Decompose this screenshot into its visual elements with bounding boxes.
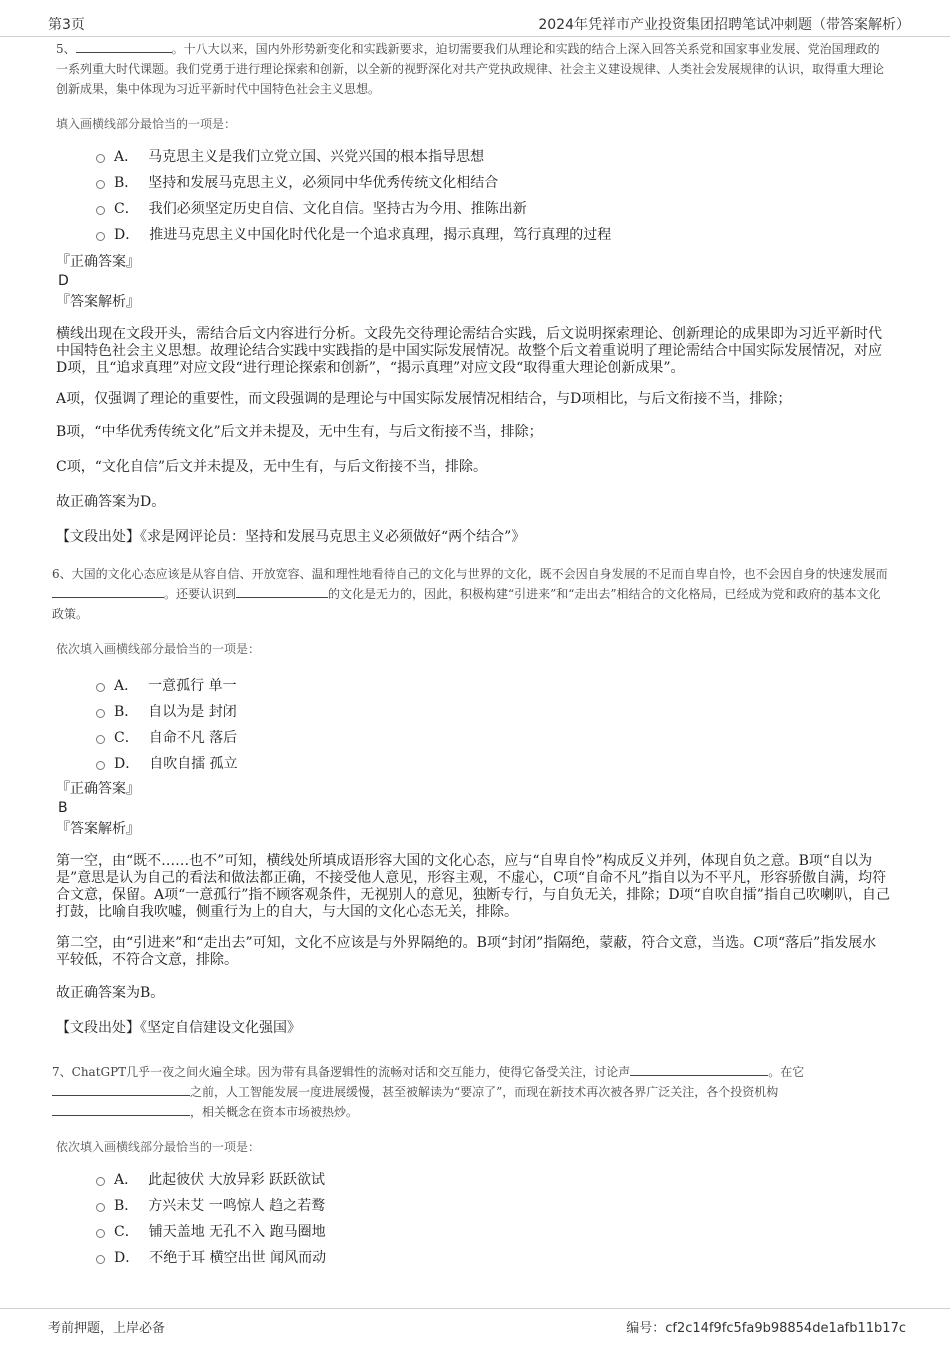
answer-conclusion: 故正确答案为B。 — [56, 985, 165, 1001]
question-5-number: 5、 — [56, 42, 76, 56]
document-code: 编号：cf2c14f9fc5fa9b98854de1afb11b17c — [626, 1321, 906, 1336]
radio-icon[interactable] — [96, 206, 105, 215]
analysis-paragraph: B项，“中华优秀传统文化”后文并未提及，无中生有，与后文衔接不当，排除； — [56, 424, 543, 440]
radio-icon[interactable] — [96, 232, 105, 241]
option-c[interactable]: C． 我们必须坚定历史自信、文化自信。坚持古为今用、推陈出新 — [96, 196, 890, 222]
option-d[interactable]: D． 自吹自擂 孤立 — [96, 751, 890, 777]
footer-slogan: 考前押题，上岸必备 — [48, 1321, 166, 1336]
option-b[interactable]: B． 方兴未艾 一鸣惊人 趋之若鹜 — [96, 1193, 890, 1219]
option-a[interactable]: A． 一意孤行 单一 — [96, 673, 890, 699]
option-c[interactable]: C． 铺天盖地 无孔不入 跑马圈地 — [96, 1219, 890, 1245]
correct-answer: B — [58, 800, 68, 816]
answer-blank — [52, 586, 164, 598]
radio-icon[interactable] — [96, 761, 105, 770]
radio-icon[interactable] — [96, 1177, 105, 1186]
document-title: 2024年凭祥市产业投资集团招聘笔试冲刺题（带答案解析） — [538, 17, 910, 33]
question-6-stem: 6、大国的文化心态应该是从容自信、开放宽容、温和理性地看待自己的文化与世界的文化，既不会因自身发展的不足而自卑自怜，也不会因自身的快速发展而。还要认识到 的文化是无力的，因此，积极构建“引进来”和“走出去”相结合的文化格局，已经成为党和政府的基本文化政策。 — [52, 567, 888, 621]
question-5-stem — [56, 39, 890, 99]
radio-icon[interactable] — [96, 1229, 105, 1238]
question-6-prompt: 依次填入画横线部分最恰当的一项是： — [56, 642, 261, 656]
answer-blank — [52, 1084, 190, 1096]
radio-icon[interactable] — [96, 1255, 105, 1264]
option-c[interactable]: C． 自命不凡 落后 — [96, 725, 890, 751]
analysis-label: 『答案解析』 — [56, 821, 140, 837]
radio-icon[interactable] — [96, 180, 105, 189]
question-5-prompt: 填入画横线部分最恰当的一项是： — [56, 117, 237, 131]
option-d[interactable]: D． 推进马克思主义中国化时代化是一个追求真理，揭示真理，笃行真理的过程 — [96, 222, 890, 248]
answer-blank — [236, 586, 328, 598]
correct-answer-label: 『正确答案』 — [56, 781, 140, 797]
analysis-paragraph: 第一空，由“既不……也不”可知，横线处所填成语形容大国的文化心态，应与“自卑自怜”构成反义并列，体现自负之意。B项“自以为是”意思是认为自己的看法和做法都正确，不接受他人意见，形容主观，不虚心，C项“自命不凡”指自以为不平凡，形容骄傲自满，均符合文意，保留。A项“一意孤行”指不顾客观条件，无视别人的意见，独断专行，与自负无关，排除；D项“自吹自擂”指自己吹喇叭，自己打鼓，比喻自我吹嘘，侧重行为上的自大，与大国的文化心态无关，排除。 — [56, 853, 890, 920]
question-7-options — [56, 1167, 890, 1271]
question-5-stem-text: 。十八大以来，国内外形势新变化和实践新要求，迫切需要我们从理论和实践的结合上深入回答关系党和国家事业发展、党治国理政的一系列重大时代课题。我们党勇于进行理论探索和创新，以全新的视野深化对共产党执政规律、社会主义建设规律、人类社会发展规律的认识，取得重大理论创新成果，集中体现为习近平新时代中国特色社会主义思想。 — [56, 42, 885, 96]
answer-blank — [76, 41, 172, 53]
question-6-options — [56, 673, 890, 777]
question-5 — [56, 39, 890, 545]
analysis-paragraph: A项，仅强调了理论的重要性，而文段强调的是理论与中国实际发展情况相结合，与D项相比，与后文衔接不当，排除； — [56, 391, 792, 407]
question-5-options — [56, 144, 890, 248]
source-citation: 【文段出处】《求是网评论员：坚持和发展马克思主义必须做好“两个结合”》 — [56, 529, 526, 545]
option-a[interactable]: A． 马克思主义是我们立党立国、兴党兴国的根本指导思想 — [96, 144, 890, 170]
option-b[interactable]: B． 坚持和发展马克思主义，必须同中华优秀传统文化相结合 — [96, 170, 890, 196]
correct-answer-label: 『正确答案』 — [56, 254, 140, 270]
option-d[interactable]: D． 不绝于耳 横空出世 闻风而动 — [96, 1245, 890, 1271]
question-7 — [52, 1062, 890, 1271]
analysis-paragraph: 第二空，由“引进来”和“走出去”可知，文化不应该是与外界隔绝的。B项“封闭”指隔绝，蒙蔽，符合文意，当选。C项“落后”指发展水平较低，不符合文意，排除。 — [56, 935, 877, 968]
correct-answer: D — [58, 273, 69, 289]
document-code-value: cf2c14f9fc5fa9b98854de1afb11b17c — [665, 1321, 906, 1336]
radio-icon[interactable] — [96, 709, 105, 718]
answer-blank — [630, 1064, 768, 1076]
question-7-stem: 7、ChatGPT几乎一夜之间火遍全球。因为带有具备逻辑性的流畅对话和交互能力，使得它备受关注，讨论声 。在它之前，人工智能发展一度进展缓慢，甚至被解读为“要凉了”，而现在新技术再次被各界广泛关注，各个投资机构，相关概念在资本市场被热炒。 — [52, 1065, 805, 1119]
answer-conclusion: 故正确答案为D。 — [56, 494, 166, 510]
page-number: 第3页 — [48, 17, 85, 33]
question-7-prompt: 依次填入画横线部分最恰当的一项是： — [56, 1140, 261, 1154]
radio-icon[interactable] — [96, 683, 105, 692]
question-6 — [52, 564, 890, 1037]
page-content — [52, 40, 890, 1266]
radio-icon[interactable] — [96, 154, 105, 163]
source-citation: 【文段出处】《坚定自信建设文化强国》 — [56, 1020, 301, 1036]
page-header — [0, 0, 950, 37]
answer-blank — [52, 1104, 190, 1116]
option-a[interactable]: A． 此起彼伏 大放异彩 跃跃欲试 — [96, 1167, 890, 1193]
page-footer — [0, 1308, 950, 1346]
analysis-paragraph: 横线出现在文段开头，需结合后文内容进行分析。文段先交待理论需结合实践，后文说明探索理论、创新理论的成果即为习近平新时代中国特色社会主义思想。故理论结合实践中实践指的是中国实际发展情况。故整个后文着重说明了理论需结合中国实际发展情况，对应D项，且“追求真理”对应文段“进行理论探索和创新”，“揭示真理”对应文段“取得重大理论创新成果”。 — [56, 326, 882, 376]
option-b[interactable]: B． 自以为是 封闭 — [96, 699, 890, 725]
radio-icon[interactable] — [96, 735, 105, 744]
radio-icon[interactable] — [96, 1203, 105, 1212]
analysis-paragraph: C项，“文化自信”后文并未提及，无中生有，与后文衔接不当，排除。 — [56, 459, 488, 475]
analysis-label: 『答案解析』 — [56, 294, 140, 310]
